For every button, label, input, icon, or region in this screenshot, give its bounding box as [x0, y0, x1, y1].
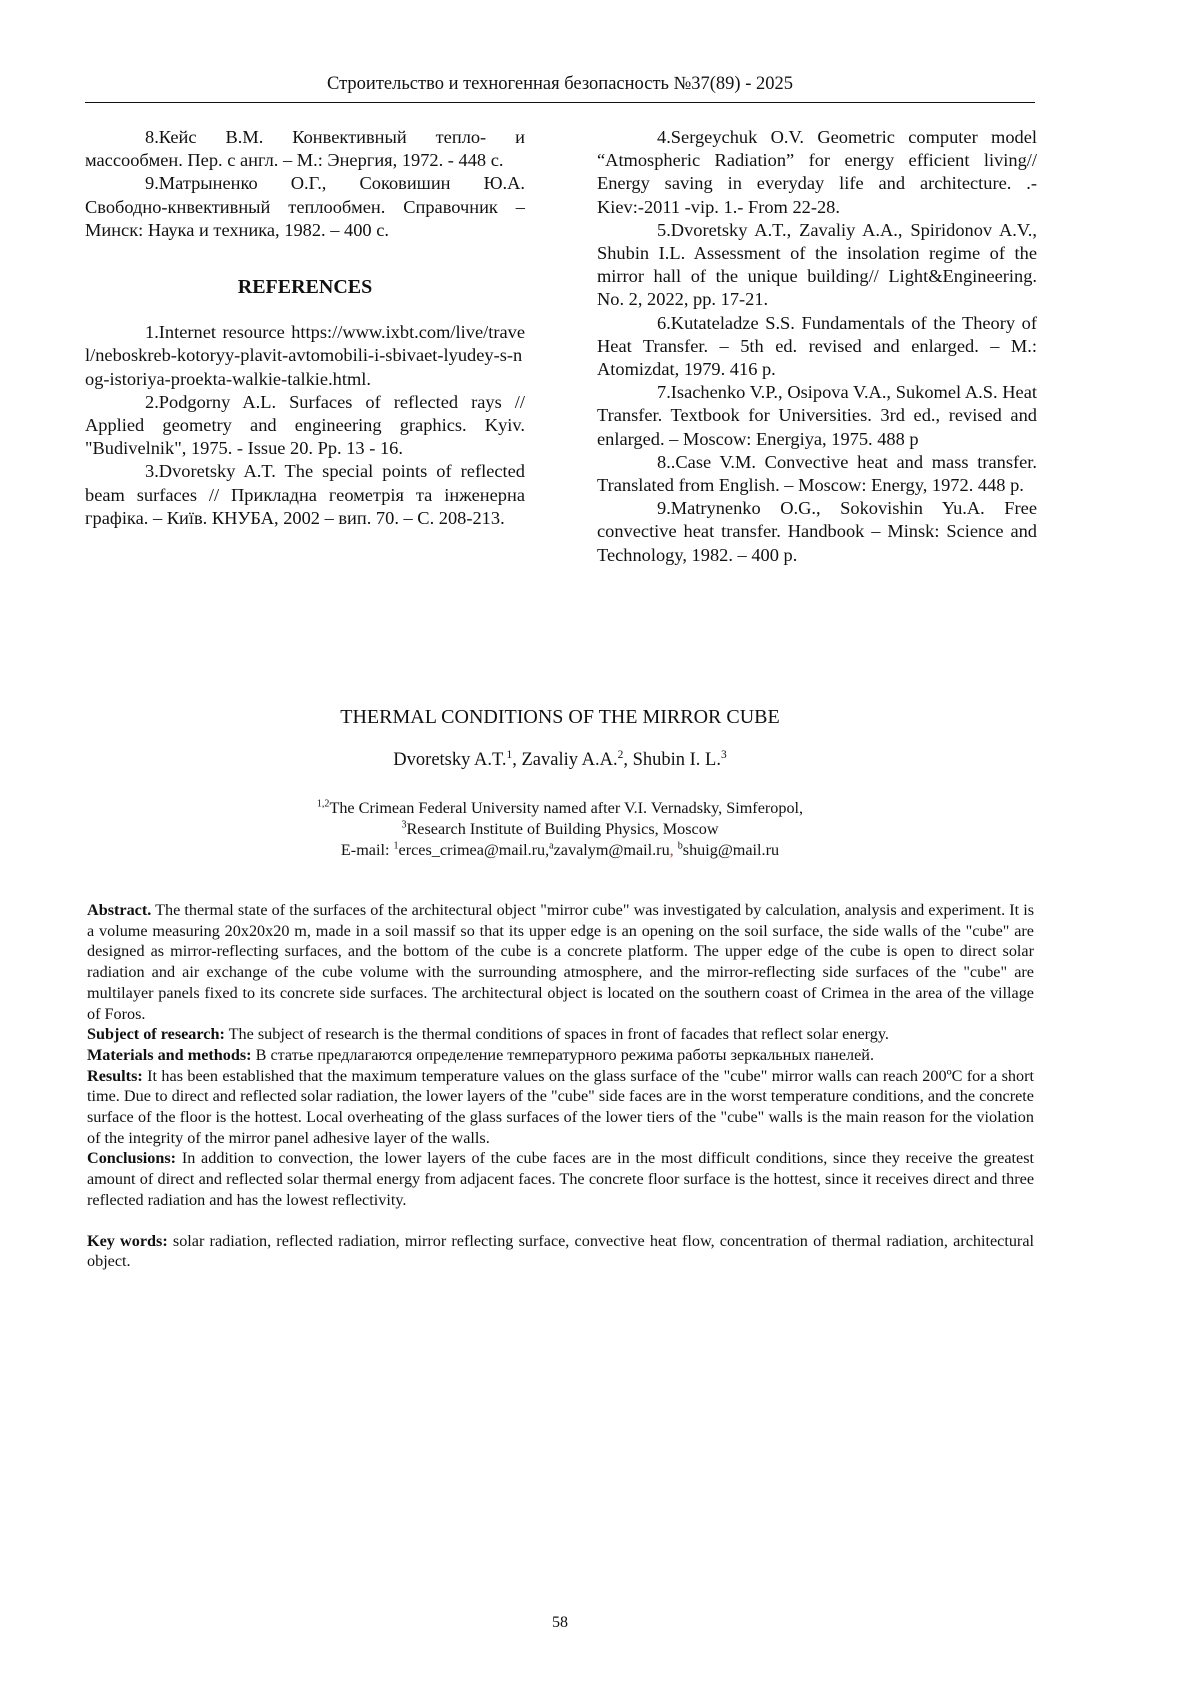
reference-item [597, 381, 1037, 451]
journal-header: Строительство и техногенная безопасность №37(89) - 2025 [327, 74, 793, 94]
materials-label: Materials and methods: [87, 1045, 252, 1064]
affiliation-mark: 3 [401, 819, 407, 831]
header-divider [85, 102, 1035, 103]
abstract-block [87, 900, 1034, 1272]
reference-number: 2. [145, 391, 159, 412]
keywords-text: solar radiation, reflected radiation, mirror reflecting surface, convective heat flow, concentration of thermal radiation, architectural object. [87, 1231, 1035, 1271]
reference-text: Матрыненко О.Г., Соковишин Ю.А. Свободно-кнвективный теплообмен. Справочник – Минск: Наука и техника, 1982. – 400 с. [85, 173, 525, 240]
abstract-label: Abstract. [87, 901, 152, 919]
reference-number: 9. [145, 173, 159, 194]
reference-text: Dvoretsky A.T., Zavaliy A.A., Spiridonov A.V., Shubin I.L. Assessment of the insolation regime of the mirror hall of the unique building// Light&Engineering. No. 2, 2022, pp. 17-21. [597, 219, 1037, 310]
reference-text: Кейс В.М. Конвективный тепло- и массообмен. Пер. с англ. – М.: Энергия, 1972. - 448 с. [85, 127, 525, 171]
affiliation-mark: 1,2 [316, 798, 330, 810]
subject-paragraph [87, 1024, 1034, 1045]
reference-text: Podgorny A.L. Surfaces of reflected rays // Applied geometry and engineering graphics. Kyiv. "Budivelnik", 1975. - Issue 20. Pp. 13 - 16. [85, 391, 525, 459]
affiliation-line [85, 798, 1035, 819]
reference-item [85, 172, 525, 242]
reference-text: Isachenko V.P., Osipova V.A., Sukomel A.S. Heat Transfer. Textbook for Universities. 3rd ed., revised and enlarged. – Moscow: Energiya, 1975. 488 p [597, 382, 1037, 449]
reference-item [85, 460, 525, 530]
email-address[interactable]: zavalym@mail.ru [553, 841, 670, 859]
reference-number: 7. [657, 382, 671, 403]
email-label: E-mail: [340, 841, 394, 859]
reference-number: 8. [657, 451, 671, 472]
article-title: THERMAL CONDITIONS OF THE MIRROR CUBE [340, 706, 780, 728]
reference-item [85, 391, 525, 461]
references-heading: REFERENCES [237, 276, 373, 299]
reference-number: 6. [657, 312, 671, 333]
author-list [85, 748, 1035, 772]
abstract-text: The thermal state of the surfaces of the architectural object "mirror cube" was investigated by calculation, analysis and experiment. It is a volume measuring 20x20x20 m, made in a soil massif so that its upper edge is an opening on the soil surface, the side walls of the "cube" are designed as mirror-reflecting surfaces, and the bottom of the cube is a concrete platform. The upper edge of the cube is open to direct solar radiation and air exchange of the cube volume with the surrounding atmosphere, and the mirror-reflecting side surfaces of the "cube" are multilayer panels fixed to its concrete side surfaces. The architectural object is located on the southern coast of Crimea in the area of the village of Foros. [87, 901, 1034, 1023]
reference-item [597, 451, 1037, 497]
reference-number: 4. [657, 127, 671, 147]
reference-item [597, 219, 1037, 312]
materials-text: В статье предлагаются определение температурного режима работы зеркальных панелей. [255, 1045, 875, 1064]
affiliation-text: The Crimean Federal University named after V.I. Vernadsky, Simferopol, [329, 799, 804, 817]
reference-number: 8. [145, 127, 159, 147]
page-number: 58 [552, 1614, 568, 1631]
reference-text: Internet resource https://www.ixbt.com/live/travel/neboskreb-kotoryy-plavit-avtomobili-i-sbivaet-lyudey-s-nog-istoriya-proekta-walkie-talkie.html. [85, 322, 525, 389]
reference-number: 1. [145, 322, 159, 343]
reference-item [597, 497, 1037, 567]
right-column [597, 126, 1037, 567]
results-paragraph [87, 1066, 1034, 1149]
conclusions-paragraph [87, 1148, 1034, 1210]
affiliations [85, 798, 1035, 861]
reference-text: .Case V.M. Convective heat and mass transfer. Translated from English. – Moscow: Energy, 1972. 448 p. [597, 451, 1037, 496]
email-mark: a [549, 840, 554, 852]
keywords-paragraph [87, 1231, 1034, 1272]
email-separator: , [669, 841, 674, 859]
author-name: Dvoretsky A.T. [393, 750, 507, 770]
author-name: Shubin I. L. [632, 750, 721, 770]
email-mark: 1 [393, 840, 399, 852]
results-text: It has been established that the maximum temperature values on the glass surface of the "cube" mirror walls can reach 200ºC for a short time. Due to direct and reflected solar radiation, the lower layers of the "cube" side faces are in the worst temperature conditions, and the concrete surface of the floor is the hottest. Local overheating of the glass surfaces of the lower tiers of the "cube" walls is the main reason for the violation of the integrity of the mirror panel adhesive layer of the walls. [87, 1066, 1034, 1147]
reference-text: Kutateladze S.S. Fundamentals of the Theory of Heat Transfer. – 5th ed. revised and enlarged. – M.: Atomizdat, 1979. 416 p. [597, 312, 1037, 380]
subject-text: The subject of research is the thermal conditions of spaces in front of facades that reflect solar energy. [228, 1025, 889, 1044]
reference-text: Matrynenko O.G., Sokovishin Yu.A. Free convective heat transfer. Handbook – Minsk: Science and Technology, 1982. – 400 p. [597, 498, 1037, 565]
affiliation-text: Research Institute of Building Physics, Moscow [406, 820, 719, 838]
author-affiliation-mark: 3 [720, 748, 727, 761]
subject-label: Subject of research: [87, 1025, 225, 1044]
reference-number: 5. [657, 219, 671, 240]
conclusions-label: Conclusions: [87, 1149, 177, 1168]
author-affiliation-mark: 2 [617, 748, 624, 761]
results-label: Results: [87, 1066, 143, 1085]
reference-text: Sergeychuk O.V. Geometric computer model “Atmospheric Radiation” for energy efficient living// Energy saving in everyday life and architecture. .- Kiev:-2011 -vip. 1.- From 22-28. [597, 127, 1037, 217]
reference-item [597, 126, 1037, 219]
reference-number: 3. [145, 461, 159, 482]
keywords-label: Key words: [87, 1231, 168, 1250]
email-address[interactable]: shuig@mail.ru [682, 841, 780, 859]
email-address[interactable]: erces_crimea@mail.ru, [398, 841, 550, 859]
reference-item [85, 126, 525, 172]
reference-item [85, 321, 525, 391]
author-name: Zavaliy A.A. [521, 750, 618, 770]
author-affiliation-mark: 1 [506, 748, 513, 761]
left-column [85, 126, 525, 530]
materials-paragraph [87, 1045, 1034, 1066]
author-separator: , [623, 750, 633, 770]
email-mark: b [677, 840, 683, 852]
conclusions-text: In addition to convection, the lower layers of the cube faces are in the most difficult conditions, since they receive the greatest amount of direct and reflected solar thermal energy from adjacent faces. The concrete floor surface is the hottest, since it receives direct and three reflected radiation and has the lowest reflectivity. [87, 1149, 1034, 1209]
reference-text: Dvoretsky A.T. The special points of reflected beam surfaces // Прикладна геометрія та інженерна графіка. – Київ. КНУБА, 2002 – вип. 70. – С. 208-213. [85, 461, 525, 528]
reference-number: 9. [657, 498, 671, 519]
email-line [85, 840, 1035, 861]
author-separator: , [512, 750, 522, 770]
abstract-paragraph [87, 900, 1034, 1024]
reference-item [597, 312, 1037, 382]
affiliation-line [85, 819, 1035, 840]
